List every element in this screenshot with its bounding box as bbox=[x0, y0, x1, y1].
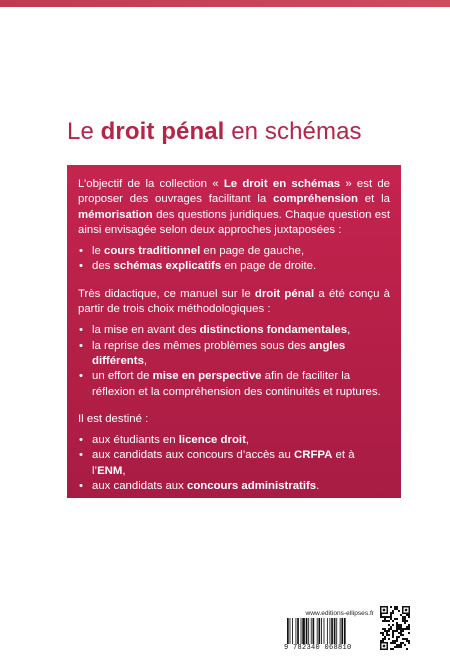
description-panel bbox=[67, 165, 401, 498]
list-item: • des schémas explicatifs en page de droite. bbox=[78, 259, 390, 274]
isbn-number: 9 782340 068810 bbox=[284, 644, 352, 652]
choices-list bbox=[78, 323, 390, 399]
list-item: • la mise en avant des distinctions fondamentales, bbox=[78, 323, 390, 338]
audience-list bbox=[78, 433, 390, 494]
audience-intro: Il est destiné : bbox=[78, 412, 149, 425]
publisher-website: www.editions-ellipses.fr bbox=[305, 610, 374, 617]
book-title: Le droit pénal en schémas bbox=[67, 118, 362, 145]
list-item: • le cours traditionnel en page de gauche, bbox=[78, 244, 390, 259]
barcode-icon bbox=[286, 618, 374, 644]
top-color-band bbox=[0, 0, 450, 7]
qr-code-icon bbox=[380, 606, 410, 650]
intro-paragraph: L’objectif de la collection « Le droit en schémas » est de proposer des ouvrages facilitant la compréhension et la mémorisation des questions juridiques. Chaque question est ainsi envisagée selon deux approches juxtaposées : bbox=[78, 178, 391, 236]
list-item: • aux étudiants en licence droit, bbox=[78, 433, 390, 448]
list-item: • aux candidats aux concours d’accès au CRFPA et à l’ENM, bbox=[78, 448, 390, 479]
list-item: • un effort de mise en perspective afin de faciliter la réflexion et la compréhension des continuités et ruptures. bbox=[78, 369, 390, 400]
method-paragraph: Très didactique, ce manuel sur le droit pénal a été conçu à partir de trois choix méthodologiques : bbox=[78, 287, 390, 316]
list-item: • aux candidats aux concours administratifs. bbox=[78, 479, 390, 494]
approaches-list bbox=[78, 244, 390, 275]
list-item: • la reprise des mêmes problèmes sous des angles différents, bbox=[78, 339, 390, 370]
